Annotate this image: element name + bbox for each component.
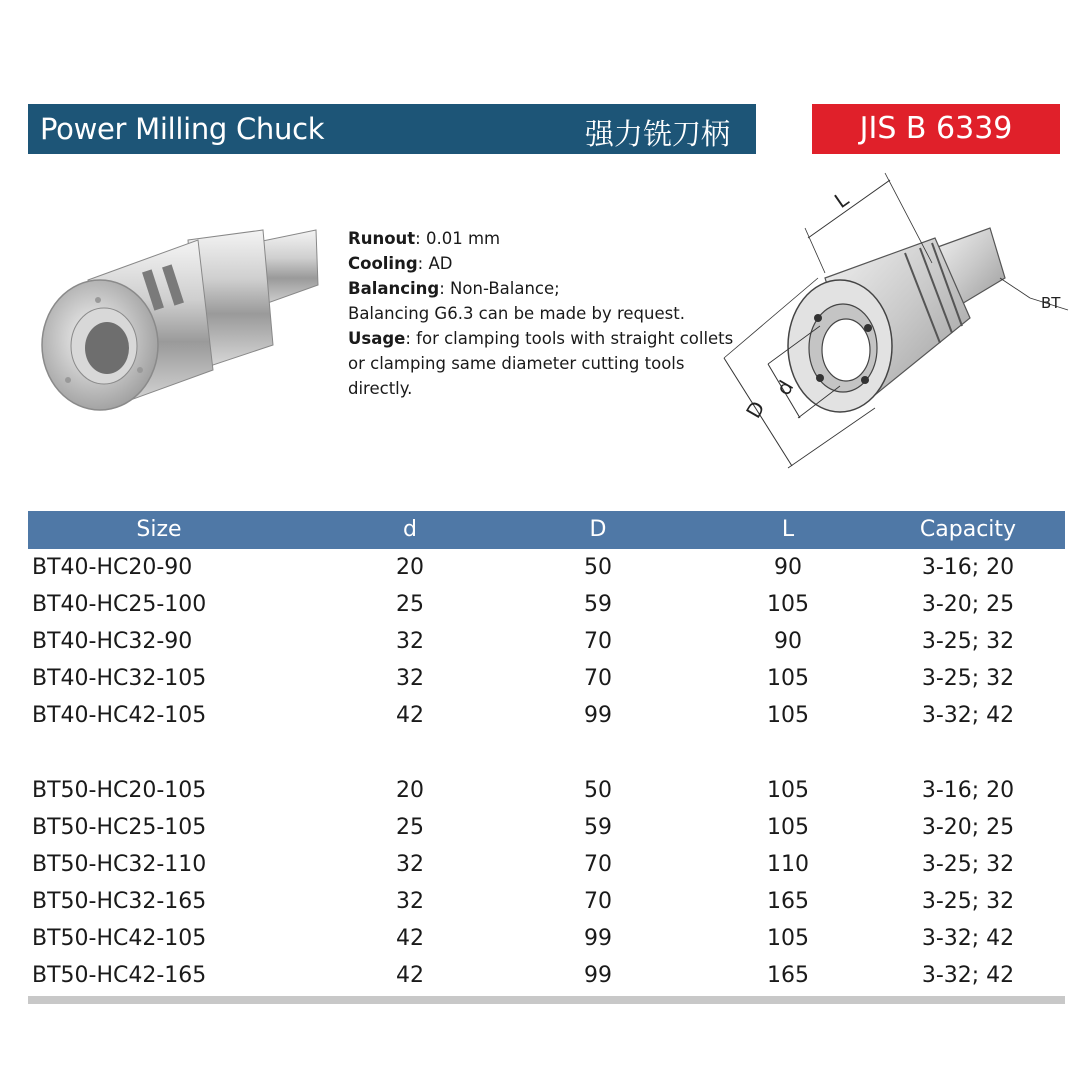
cell-size: BT50-HC25-105 <box>32 815 207 840</box>
cell-d-small: 42 <box>396 926 424 951</box>
product-photo <box>28 210 328 430</box>
cell-capacity: 3-16; 20 <box>921 555 1015 580</box>
cell-length: 105 <box>767 703 809 728</box>
cell-d-small: 25 <box>396 815 424 840</box>
table-row <box>28 697 1065 734</box>
cell-d-small: 20 <box>396 778 424 803</box>
cell-capacity: 3-32; 42 <box>921 926 1015 951</box>
cell-capacity: 3-16; 20 <box>921 778 1015 803</box>
cell-capacity: 3-20; 25 <box>921 815 1015 840</box>
table-row <box>28 920 1065 957</box>
cell-length: 90 <box>774 629 802 654</box>
page-title-chinese: 强力铣刀柄 <box>584 117 730 151</box>
table-bottom-rule <box>28 996 1065 1004</box>
table-row <box>28 809 1065 846</box>
spec-balancing-note: Balancing G6.3 can be made by request. <box>348 304 685 323</box>
cell-capacity: 3-32; 42 <box>921 703 1015 728</box>
table-row <box>28 586 1065 623</box>
table-row <box>28 549 1065 586</box>
cell-d-large: 50 <box>584 555 612 580</box>
header-d-small: d <box>403 517 417 542</box>
cell-capacity: 3-32; 42 <box>921 963 1015 988</box>
cell-d-large: 70 <box>584 889 612 914</box>
table-header <box>28 511 1065 549</box>
cell-size: BT50-HC32-165 <box>32 889 207 914</box>
cell-length: 105 <box>767 666 809 691</box>
cell-size: BT50-HC42-105 <box>32 926 207 951</box>
cell-size: BT40-HC32-105 <box>32 666 207 691</box>
cell-capacity: 3-25; 32 <box>921 629 1015 654</box>
standard-badge: JIS B 6339 <box>812 104 1060 154</box>
cell-size: BT40-HC42-105 <box>32 703 207 728</box>
cell-d-small: 32 <box>396 889 424 914</box>
cell-size: BT50-HC42-165 <box>32 963 207 988</box>
cell-d-large: 59 <box>584 592 612 617</box>
table-row <box>28 957 1065 994</box>
technical-drawing <box>700 168 1072 478</box>
spec-runout: Runout: 0.01 mm <box>348 229 501 248</box>
header-capacity: Capacity <box>919 517 1017 542</box>
header-size: Size <box>136 517 182 542</box>
spec-cooling: Cooling: AD <box>348 254 453 273</box>
drawing-label-d-large: D <box>741 396 770 423</box>
cell-d-small: 32 <box>396 666 424 691</box>
cell-length: 105 <box>767 778 809 803</box>
cell-capacity: 3-20; 25 <box>921 592 1015 617</box>
cell-d-small: 20 <box>396 555 424 580</box>
cell-capacity: 3-25; 32 <box>921 889 1015 914</box>
cell-capacity: 3-25; 32 <box>921 852 1015 877</box>
spec-usage-line2: or clamping same diameter cutting tools <box>348 354 685 373</box>
cell-d-small: 32 <box>396 629 424 654</box>
cell-d-small: 32 <box>396 852 424 877</box>
cell-d-small: 42 <box>396 963 424 988</box>
drawing-label-bt: BT <box>1041 294 1061 312</box>
cell-length: 105 <box>767 926 809 951</box>
cell-d-large: 70 <box>584 852 612 877</box>
cell-length: 110 <box>767 852 809 877</box>
cell-d-large: 70 <box>584 629 612 654</box>
table-row <box>28 883 1065 920</box>
cell-size: BT40-HC20-90 <box>32 555 193 580</box>
cell-size: BT40-HC32-90 <box>32 629 193 654</box>
spec-balancing: Balancing: Non-Balance; <box>348 279 560 298</box>
cell-d-large: 70 <box>584 666 612 691</box>
cell-size: BT50-HC20-105 <box>32 778 207 803</box>
cell-d-small: 25 <box>396 592 424 617</box>
cell-length: 165 <box>767 889 809 914</box>
spec-usage: Usage: for clamping tools with straight collets <box>348 329 734 348</box>
table-row <box>28 772 1065 809</box>
cell-length: 105 <box>767 592 809 617</box>
cell-d-large: 99 <box>584 926 612 951</box>
cell-d-large: 99 <box>584 963 612 988</box>
cell-size: BT40-HC25-100 <box>32 592 207 617</box>
drawing-label-d-small: d <box>771 376 799 400</box>
cell-length: 105 <box>767 815 809 840</box>
table-row <box>28 846 1065 883</box>
page-title: Power Milling Chuck <box>40 112 325 146</box>
drawing-label-l: L <box>830 186 853 213</box>
title-bar <box>28 104 756 154</box>
header-d-large: D <box>589 517 607 542</box>
cell-size: BT50-HC32-110 <box>32 852 207 877</box>
cell-length: 165 <box>767 963 809 988</box>
cell-d-small: 42 <box>396 703 424 728</box>
spec-list <box>348 226 748 401</box>
cell-capacity: 3-25; 32 <box>921 666 1015 691</box>
cell-d-large: 99 <box>584 703 612 728</box>
spec-usage-line3: directly. <box>348 379 413 398</box>
cell-length: 90 <box>774 555 802 580</box>
header-length: L <box>781 517 795 542</box>
table-row <box>28 623 1065 660</box>
table-row <box>28 660 1065 697</box>
cell-d-large: 59 <box>584 815 612 840</box>
cell-d-large: 50 <box>584 778 612 803</box>
